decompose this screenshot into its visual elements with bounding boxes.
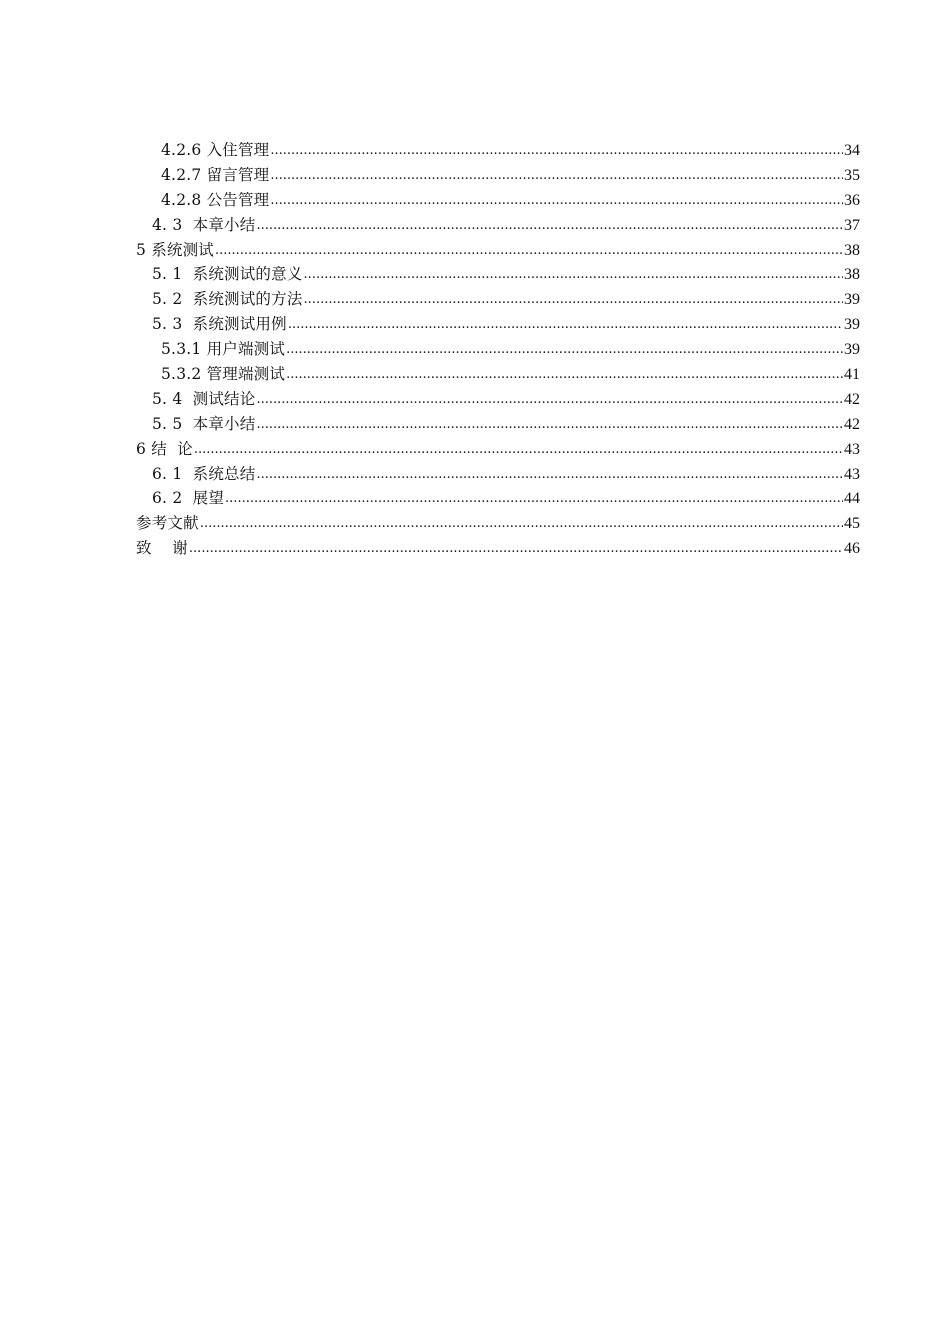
- toc-leader-dots: [304, 263, 843, 288]
- toc-entry[interactable]: [136, 188, 860, 213]
- toc-entry-title: 5. 3 系统测试用例: [152, 315, 287, 334]
- toc-leader-dots: [270, 139, 843, 164]
- toc-entry-page-number: 42: [844, 390, 860, 408]
- toc-entry-page-number: 39: [844, 316, 860, 334]
- toc-entry[interactable]: [136, 536, 860, 561]
- toc-entry[interactable]: [136, 437, 860, 462]
- toc-entry-title: 5.3.2 管理端测试: [161, 365, 286, 384]
- toc-entry[interactable]: [136, 412, 860, 437]
- toc-entry-page-number: 45: [844, 515, 860, 533]
- toc-entry-page-number: 43: [844, 465, 860, 483]
- toc-entry[interactable]: [136, 163, 860, 188]
- toc-leader-dots: [194, 438, 843, 463]
- toc-leader-dots: [256, 463, 843, 488]
- toc-entry-title: 5.3.1 用户端测试: [161, 340, 286, 359]
- toc-entry-title: 参考文献: [136, 514, 199, 533]
- toc-entry-page-number: 38: [844, 266, 860, 284]
- toc-leader-dots: [288, 313, 843, 338]
- toc-entry[interactable]: [136, 312, 860, 337]
- toc-leader-dots: [304, 288, 843, 313]
- toc-entry-page-number: 37: [844, 216, 860, 234]
- toc-leader-dots: [286, 363, 843, 388]
- toc-entry[interactable]: [136, 387, 860, 412]
- toc-entry-title: 4.2.7 留言管理: [161, 165, 270, 184]
- toc-entry[interactable]: [136, 138, 860, 163]
- toc-entry[interactable]: [136, 213, 860, 238]
- toc-entry-title: 5. 4 测试结论: [152, 389, 256, 408]
- toc-leader-dots: [200, 512, 843, 537]
- toc-leader-dots: [256, 388, 843, 413]
- toc-entry-title: 4.2.8 公告管理: [161, 190, 270, 209]
- toc-entry-page-number: 41: [844, 366, 860, 384]
- toc-leader-dots: [215, 239, 843, 264]
- toc-entry-title: 4. 3 本章小结: [152, 215, 256, 234]
- toc-leader-dots: [256, 214, 843, 239]
- toc-entry-title: 4.2.6 入住管理: [161, 141, 270, 159]
- toc-leader-dots: [270, 164, 843, 189]
- toc-entry-page-number: 38: [844, 241, 860, 259]
- toc-entry[interactable]: [136, 287, 860, 312]
- toc-entry-page-number: 43: [844, 440, 860, 458]
- toc-entry-page-number: 46: [844, 540, 860, 558]
- toc-entry-title: 5. 2 系统测试的方法: [152, 290, 303, 309]
- toc-leader-dots: [225, 487, 843, 512]
- toc-entry-title: 致 谢: [136, 539, 188, 558]
- toc-entry[interactable]: [136, 238, 860, 263]
- toc-entry-page-number: 35: [844, 166, 860, 184]
- toc-entry-title: 5 系统测试: [136, 240, 214, 259]
- toc-entry[interactable]: [136, 462, 860, 487]
- toc-entry[interactable]: [136, 486, 860, 511]
- toc-entry-page-number: 44: [844, 490, 860, 508]
- toc-entry-page-number: 34: [844, 142, 860, 159]
- toc-entry[interactable]: [136, 337, 860, 362]
- toc-entry-page-number: 42: [844, 415, 860, 433]
- toc-entry-page-number: 39: [844, 291, 860, 309]
- toc-entry[interactable]: [136, 362, 860, 387]
- toc-entry-title: 6. 1 系统总结: [152, 464, 256, 483]
- toc-entry-title: 5. 5 本章小结: [152, 414, 256, 433]
- toc-leader-dots: [286, 338, 843, 363]
- toc-entry-title: 6. 2 展望: [152, 489, 225, 508]
- toc-leader-dots: [270, 189, 843, 214]
- toc-entry-page-number: 39: [844, 341, 860, 359]
- toc-entry[interactable]: [136, 262, 860, 287]
- table-of-contents: [136, 138, 860, 561]
- toc-entry-page-number: 36: [844, 191, 860, 209]
- toc-leader-dots: [189, 537, 843, 562]
- toc-entry-title: 6 结 论: [136, 439, 193, 458]
- toc-entry[interactable]: [136, 511, 860, 536]
- toc-entry-title: 5. 1 系统测试的意义: [152, 265, 303, 284]
- toc-leader-dots: [256, 413, 843, 438]
